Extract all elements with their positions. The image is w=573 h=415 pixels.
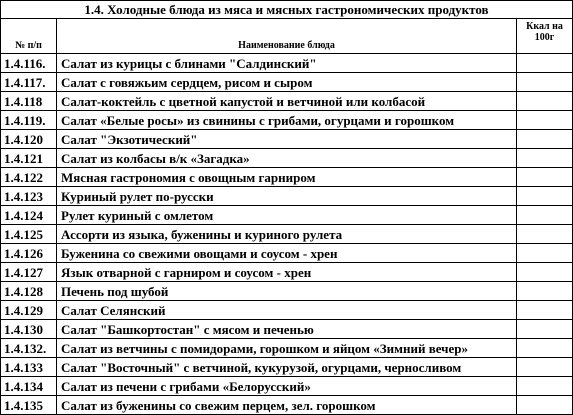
dish-name: Салат из колбасы в/к «Загадка»	[57, 149, 517, 168]
dish-name: Рулет куриный с омлетом	[57, 206, 517, 225]
row-number: 1.4.133	[1, 358, 57, 377]
table-row	[1, 225, 573, 244]
dish-name: Салат из курицы с блинами "Салдинский"	[57, 54, 517, 73]
dish-name: Салат Селянский	[57, 301, 517, 320]
table-row	[1, 149, 573, 168]
kcal-cell	[517, 73, 573, 92]
row-number: 1.4.116.	[1, 54, 57, 73]
kcal-cell	[517, 396, 573, 415]
kcal-cell	[517, 339, 573, 358]
row-number: 1.4.135	[1, 396, 57, 415]
row-number: 1.4.123	[1, 187, 57, 206]
dish-name: Салат из ветчины с помидорами, горошком и яйцом «Зимний вечер»	[57, 339, 517, 358]
table-row	[1, 396, 573, 415]
kcal-cell	[517, 187, 573, 206]
row-number: 1.4.128	[1, 282, 57, 301]
dish-name: Куриный рулет по-русски	[57, 187, 517, 206]
kcal-cell	[517, 130, 573, 149]
kcal-cell	[517, 282, 573, 301]
section-title-row	[1, 1, 573, 19]
header-name: Наименование блюда	[57, 19, 517, 54]
row-number: 1.4.125	[1, 225, 57, 244]
table-row	[1, 339, 573, 358]
kcal-cell	[517, 149, 573, 168]
table-row	[1, 377, 573, 396]
header-kcal: Ккал на 100г	[517, 19, 573, 54]
kcal-cell	[517, 168, 573, 187]
table-row	[1, 244, 573, 263]
dish-name: Печень под шубой	[57, 282, 517, 301]
dish-name: Язык отварной с гарниром и соусом - хрен	[57, 263, 517, 282]
table-row	[1, 130, 573, 149]
kcal-cell	[517, 377, 573, 396]
kcal-cell	[517, 225, 573, 244]
table-row	[1, 92, 573, 111]
dish-name: Салат-коктейль с цветной капустой и ветчиной или колбасой	[57, 92, 517, 111]
table-row	[1, 320, 573, 339]
row-number: 1.4.124	[1, 206, 57, 225]
kcal-cell	[517, 263, 573, 282]
row-number: 1.4.130	[1, 320, 57, 339]
dish-name: Мясная гастрономия с овощным гарниром	[57, 168, 517, 187]
kcal-cell	[517, 54, 573, 73]
row-number: 1.4.134	[1, 377, 57, 396]
table-row	[1, 111, 573, 130]
dish-name: Салат из буженины со свежим перцем, зел. горошком	[57, 396, 517, 415]
table-row	[1, 206, 573, 225]
dish-name: Салат из печени с грибами «Белорусский»	[57, 377, 517, 396]
kcal-cell	[517, 358, 573, 377]
kcal-cell	[517, 206, 573, 225]
row-number: 1.4.127	[1, 263, 57, 282]
section-title: 1.4. Холодные блюда из мяса и мясных гастрономических продуктов	[1, 1, 573, 19]
kcal-cell	[517, 301, 573, 320]
kcal-cell	[517, 320, 573, 339]
row-number: 1.4.129	[1, 301, 57, 320]
dish-name: Буженина со свежими овощами и соусом - хрен	[57, 244, 517, 263]
row-number: 1.4.118	[1, 92, 57, 111]
kcal-cell	[517, 111, 573, 130]
dish-name: Салат "Восточный" с ветчиной, кукурузой, огурцами, черносливом	[57, 358, 517, 377]
dish-name: Салат "Башкортостан" с мясом и печенью	[57, 320, 517, 339]
table-header-row	[1, 19, 573, 54]
dish-name: Салат с говяжьим сердцем, рисом и сыром	[57, 73, 517, 92]
table-row	[1, 54, 573, 73]
table-row	[1, 301, 573, 320]
row-number: 1.4.132.	[1, 339, 57, 358]
table-row	[1, 73, 573, 92]
table-row	[1, 358, 573, 377]
row-number: 1.4.119.	[1, 111, 57, 130]
row-number: 1.4.122	[1, 168, 57, 187]
dish-name: Ассорти из языка, буженины и куриного рулета	[57, 225, 517, 244]
dish-name: Салат "Экзотический"	[57, 130, 517, 149]
row-number: 1.4.126	[1, 244, 57, 263]
table-row	[1, 187, 573, 206]
dish-name: Салат «Белые росы» из свинины с грибами, огурцами и горошком	[57, 111, 517, 130]
kcal-cell	[517, 244, 573, 263]
row-number: 1.4.120	[1, 130, 57, 149]
header-num: № п/п	[1, 19, 57, 54]
kcal-cell	[517, 92, 573, 111]
table-row	[1, 168, 573, 187]
row-number: 1.4.121	[1, 149, 57, 168]
row-number: 1.4.117.	[1, 73, 57, 92]
table-row	[1, 282, 573, 301]
table-row	[1, 263, 573, 282]
